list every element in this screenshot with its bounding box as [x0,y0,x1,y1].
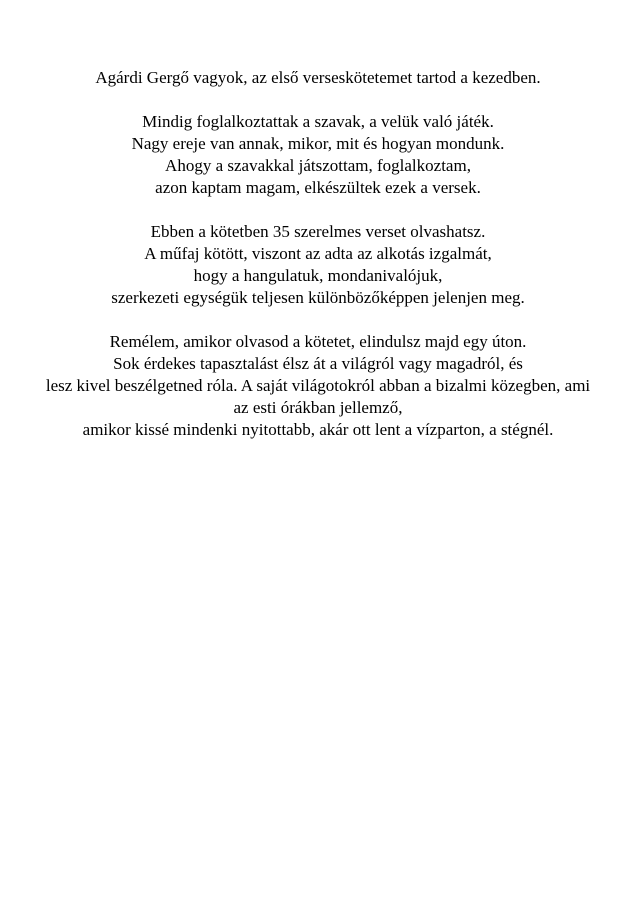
paragraph-volume [0,221,636,309]
text-line: az esti órákban jellemző, [233,398,403,417]
text-line: Agárdi Gergő vagyok, az első verseskötetemet tartod a kezedben. [95,68,541,87]
text-line: Ebben a kötetben 35 szerelmes verset olvashatsz. [150,222,486,241]
text-line: A műfaj kötött, viszont az adta az alkotás izgalmát, [144,244,492,263]
text-line: azon kaptam magam, elkészültek ezek a versek. [155,178,481,197]
paragraph-closing [0,331,636,441]
document-page [0,67,636,463]
text-line: Mindig foglalkoztattak a szavak, a velük való játék. [142,112,494,131]
paragraph-words [0,111,636,199]
text-line: Sok érdekes tapasztalást élsz át a világról vagy magadról, és [113,354,523,373]
text-line: Nagy ereje van annak, mikor, mit és hogyan mondunk. [131,134,505,153]
text-line: hogy a hangulatuk, mondanivalójuk, [193,266,443,285]
text-line: Ahogy a szavakkal játszottam, foglalkoztam, [165,156,471,175]
text-line: amikor kissé mindenki nyitottabb, akár ott lent a vízparton, a stégnél. [82,420,554,439]
paragraph-intro [0,67,636,89]
text-line: szerkezeti egységük teljesen különbözőképpen jelenjen meg. [111,288,525,307]
text-line: Remélem, amikor olvasod a kötetet, elindulsz majd egy úton. [109,332,527,351]
text-line: lesz kivel beszélgetned róla. A saját világotokról abban a bizalmi közegben, ami [45,376,591,395]
